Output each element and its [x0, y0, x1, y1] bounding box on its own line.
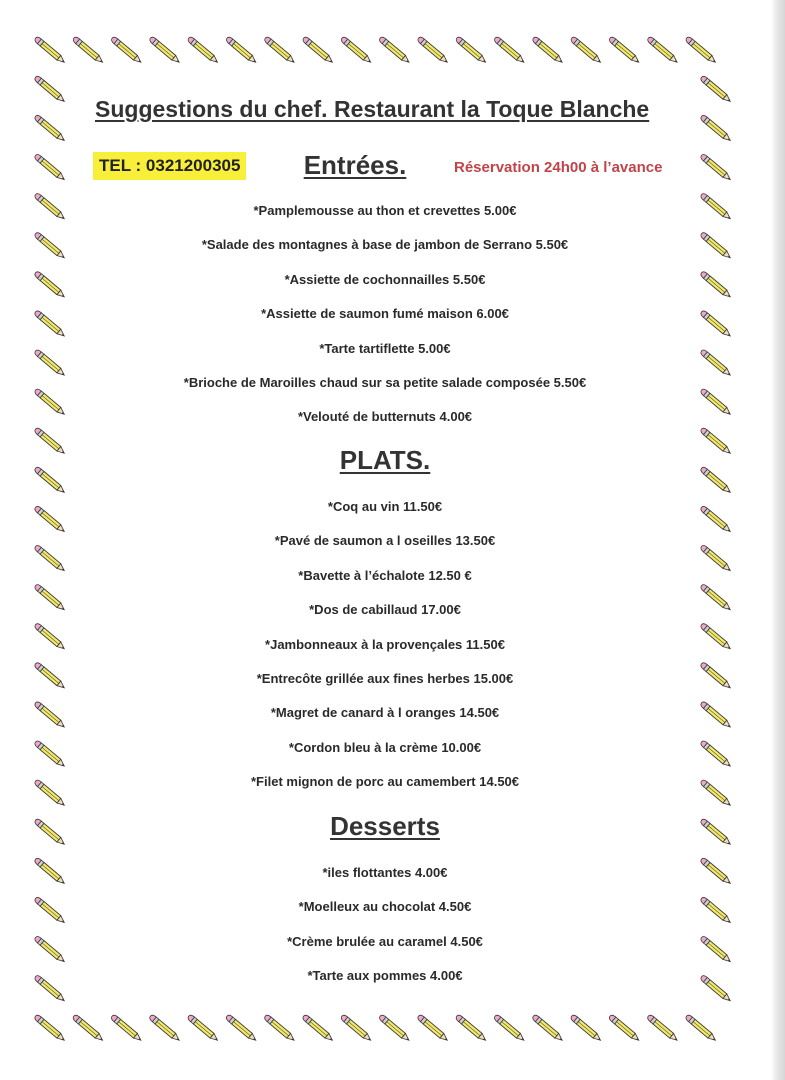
pencil-icon	[34, 935, 67, 964]
menu-item: *Pamplemousse au thon et crevettes 5.00€	[253, 203, 517, 218]
pencil-icon	[700, 740, 733, 769]
pencil-icon	[34, 427, 67, 456]
pencil-icon	[34, 740, 67, 769]
reservation-note: Réservation 24h00 à l’avance	[454, 159, 663, 176]
menu-item: *Moelleux au chocolat 4.50€	[298, 899, 472, 915]
pencil-icon	[700, 583, 733, 612]
pencil-icon	[700, 231, 733, 260]
pencil-icon	[34, 622, 67, 651]
page-title: Suggestions du chef. Restaurant la Toque Blanche	[95, 96, 650, 122]
pencil-icon	[34, 310, 67, 339]
pencil-icon	[700, 192, 733, 221]
pencil-icon	[700, 661, 733, 690]
pencil-icon	[700, 270, 733, 299]
pencil-icon	[700, 466, 733, 495]
pencil-icon	[34, 270, 67, 299]
pencil-icon	[34, 75, 67, 104]
pencil-icon	[700, 388, 733, 417]
pencil-icon	[700, 779, 733, 808]
desserts-list	[85, 856, 685, 994]
menu-item: *Crème brulée au caramel 4.50€	[287, 933, 483, 949]
menu-item: *Dos de cabillaud 17.00€	[309, 602, 461, 618]
menu-item: *Velouté de butternuts 4.00€	[297, 409, 473, 425]
pencil-icon	[34, 36, 67, 65]
phone-number: TEL : 0321200305	[93, 152, 246, 180]
pencil-icon	[700, 349, 733, 378]
pencil-icon	[685, 1014, 718, 1043]
pencil-icon	[700, 857, 733, 886]
pencil-icon	[34, 974, 67, 1003]
menu-item: *Salade des montagnes à base de jambon de Serrano 5.50€	[201, 237, 569, 253]
pencil-icon	[34, 466, 67, 495]
pencil-icon	[700, 974, 733, 1003]
menu-item: *Pavé de saumon a l oseilles 13.50€	[274, 533, 496, 549]
menu-item: *Assiette de saumon fumé maison 6.00€	[261, 306, 509, 322]
pencil-icon	[700, 75, 733, 104]
menu-content	[85, 0, 685, 1080]
menu-item: *Magret de canard à l oranges 14.50€	[270, 705, 500, 721]
menu-item: *Entrecôte grillée aux fines herbes 15.00€	[256, 670, 514, 686]
pencil-icon	[34, 544, 67, 573]
entrees-list	[85, 194, 685, 435]
section-title-entrees: Entrées.	[303, 150, 407, 180]
pencil-icon	[700, 622, 733, 651]
pencil-icon	[700, 935, 733, 964]
pencil-icon	[34, 388, 67, 417]
section-title-plats: PLATS.	[339, 445, 431, 475]
pencil-icon	[700, 896, 733, 925]
section-title-desserts: Desserts	[330, 811, 440, 841]
menu-item: *Filet mignon de porc au camembert 14.50€	[250, 774, 520, 790]
pencil-icon	[34, 192, 67, 221]
pencil-icon	[34, 153, 67, 182]
menu-item: *Tarte tartiflette 5.00€	[319, 340, 451, 356]
pencil-icon	[34, 231, 67, 260]
pencil-icon	[34, 349, 67, 378]
menu-item: *iles flottantes 4.00€	[322, 865, 448, 880]
menu-item: *Bavette à l’échalote 12.50 €	[298, 567, 472, 583]
pencil-icon	[700, 818, 733, 847]
pencil-icon	[685, 36, 718, 65]
pencil-icon	[34, 661, 67, 690]
pencil-icon	[700, 153, 733, 182]
pencil-icon	[700, 427, 733, 456]
menu-item: *Assiette de cochonnailles 5.50€	[284, 271, 486, 287]
menu-item: *Jambonneaux à la provençales 11.50€	[265, 636, 505, 652]
menu-item: *Coq au vin 11.50€	[327, 499, 443, 514]
pencil-icon	[34, 896, 67, 925]
pencil-icon	[34, 1014, 67, 1043]
pencil-icon	[34, 505, 67, 534]
pencil-icon	[34, 857, 67, 886]
pencil-icon	[700, 114, 733, 143]
menu-item: *Tarte aux pommes 4.00€	[307, 968, 463, 984]
pencil-icon	[34, 701, 67, 730]
pencil-icon	[700, 505, 733, 534]
menu-item: *Brioche de Maroilles chaud sur sa petite salade composée 5.50€	[183, 374, 587, 390]
pencil-icon	[34, 583, 67, 612]
pencil-icon	[34, 818, 67, 847]
pencil-icon	[700, 701, 733, 730]
pencil-icon	[34, 779, 67, 808]
pencil-icon	[700, 310, 733, 339]
pencil-icon	[34, 114, 67, 143]
menu-item: *Cordon bleu à la crème 10.00€	[288, 739, 482, 755]
pencil-icon	[700, 544, 733, 573]
plats-list	[85, 490, 685, 800]
